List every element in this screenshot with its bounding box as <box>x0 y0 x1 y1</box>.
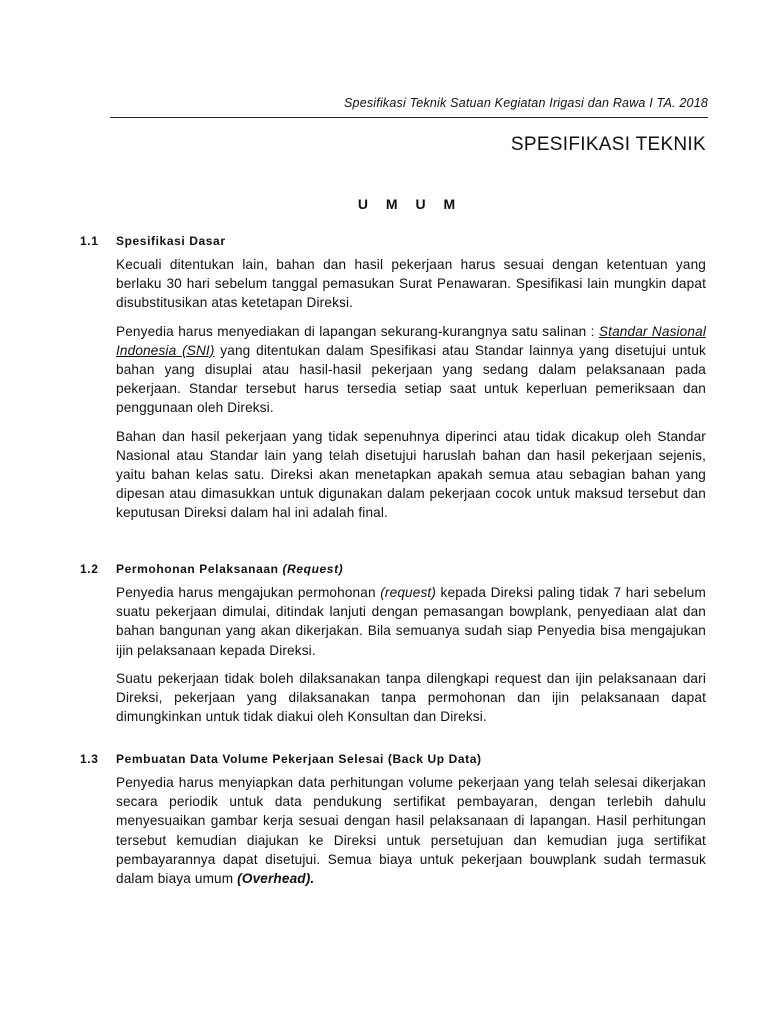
section-1-3 <box>80 752 708 888</box>
running-header: Spesifikasi Teknik Satuan Kegiatan Irigasi dan Rawa I TA. 2018 <box>344 96 708 110</box>
section-heading <box>80 234 708 248</box>
paragraph: Penyedia harus mengajukan permohonan (request) kepada Direksi paling tidak 7 hari sebelum suatu pekerjaan dimulai, ditindak lanjuti dengan pemasangan bowplank, penyediaan alat dan bahan bangunan yang akan dikerjakan. Bila semuanya sudah siap Penyedia bisa mengajukan ijin pelaksanaan kepada Direksi. <box>116 585 706 658</box>
section-number: 1.3 <box>80 752 99 766</box>
section-number: 1.1 <box>80 234 99 248</box>
paragraph: Penyedia harus menyediakan di lapangan sekurang-kurangnya satu salinan : Standar Nasional Indonesia (SNI) yang ditentukan dalam Spesifikasi atau Standar lainnya yang disetujui untuk bahan yang disuplai atau hasil-hasil pekerjaan yang sedang dalam pelaksanaan pada pekerjaan. Standar tersebut harus tersedia setiap saat untuk keperluan pemeriksaan dan penggunaan oleh Direksi. <box>116 323 706 416</box>
chapter-title: U M U M <box>357 196 463 212</box>
section-title: Spesifikasi Dasar <box>116 234 226 248</box>
section-1-1 <box>80 234 708 523</box>
section-title-italic: (Request) <box>282 562 344 576</box>
section-heading <box>80 562 708 576</box>
section-title: Permohonan Pelaksanaan <box>116 562 283 576</box>
paragraph: Penyedia harus menyiapkan data perhitungan volume pekerjaan yang telah selesai dikerjakan secara periodik untuk data pendukung sertifikat pembayaran, dengan terlebih dahulu menyesuaikan gambar kerja sesuai dengan hasil pelaksanaan di lapangan. Hasil perhitungan tersebut kemudian diajukan ke Direksi untuk persetujuan dan kemudian juga sertifikat pembayarannya dapat disetujui. Semua biaya untuk pekerjaan bouwplank sudah termasuk dalam biaya umum (Overhead). <box>116 775 706 887</box>
paragraph: Suatu pekerjaan tidak boleh dilaksanakan tanpa dilengkapi request dan ijin pelaksanaan dari Direksi, pekerjaan yang dilaksanakan tanpa permohonan dan ijin pelaksanaan dapat dimungkinkan untuk tidak diakui oleh Konsultan dan Direksi. <box>116 670 706 725</box>
paragraph: Kecuali ditentukan lain, bahan dan hasil pekerjaan harus sesuai dengan ketentuan yang berlaku 30 hari sebelum tanggal pemasukan Surat Penawaran. Spesifikasi lain mungkin dapat disubstitusikan atas ketetapan Direksi. <box>116 257 706 311</box>
section-1-2 <box>80 562 708 726</box>
header-divider <box>110 117 708 118</box>
section-number: 1.2 <box>80 562 99 576</box>
document-title: SPESIFIKASI TEKNIK <box>510 134 706 155</box>
section-heading <box>80 752 708 766</box>
section-title: Pembuatan Data Volume Pekerjaan Selesai (Back Up Data) <box>116 752 482 766</box>
overhead-term: (Overhead). <box>237 871 315 887</box>
sni-reference: Standar Nasional Indonesia (SNI) <box>116 323 706 358</box>
paragraph: Bahan dan hasil pekerjaan yang tidak sepenuhnya diperinci atau tidak dicakup oleh Standar Nasional atau Standar lain yang telah disetujui haruslah bahan dan hasil pekerjaan sejenis, yaitu bahan kelas satu. Direksi akan menetapkan apakah semua atau sebagian bahan yang dipesan atau dimasukkan untuk digunakan dalam pekerjaan cocok untuk maksud tersebut dan keputusan Direksi dalam hal ini adalah final. <box>116 428 706 521</box>
